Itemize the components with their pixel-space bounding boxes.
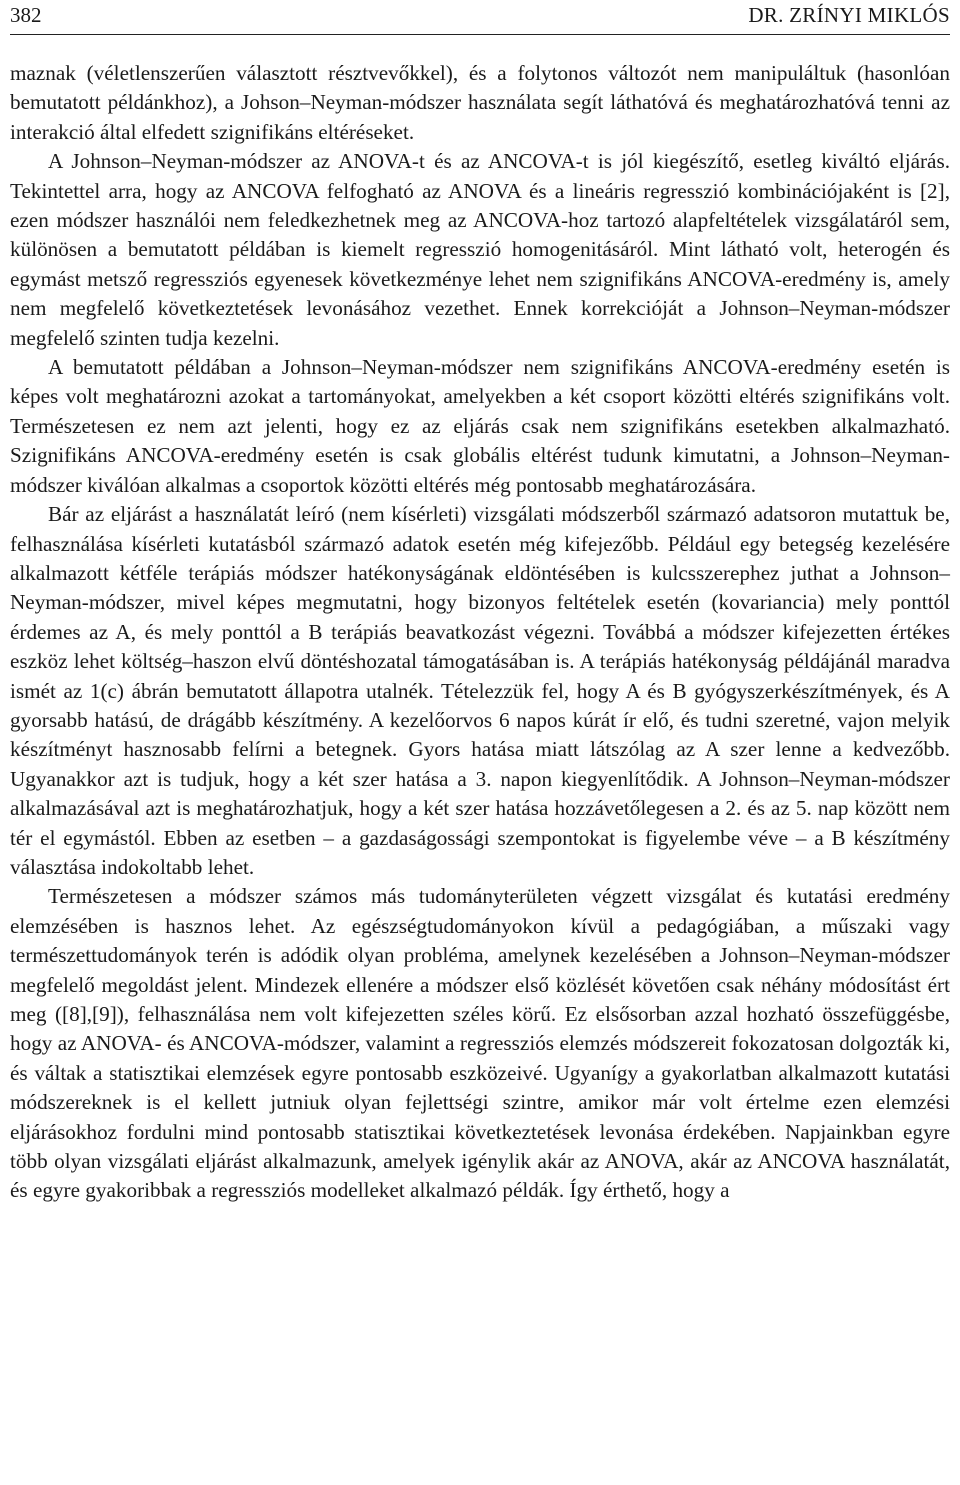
page-number: 382 <box>10 3 42 27</box>
paragraph: Bár az eljárást a használatát leíró (nem kísérleti) vizsgálati módszerből származó adatsoron mutattuk be, felhasználása kísérleti kutatásból származó adatok esetén még kifejezőbb. Például egy betegség kezelésére alkalmazott kétféle terápiás módszer hatékonyságának eldöntésében is kulcsszerephez juthat a Johnson–Neyman-módszer, mivel képes megmutatni, hogy bizonyos feltételek esetén (kovariancia) mely ponttól érdemes az A, és mely ponttól a B terápiás beavatkozást végezni. Továbbá a módszer kifejezetten értékes eszköz lehet költség–haszon elvű döntéshozatal támogatásában is. A terápiás hatékonyság példájánál maradva ismét az 1(c) ábrán bemutatott állapotra utalnék. Tételezzük fel, hogy A és B gyógyszerkészítmények, és A gyorsabb hatású, de drágább készítmény. A kezelőorvos 6 napos kúrát ír elő, és tudni szeretné, vajon melyik készítményt hasznosabb felírni a betegnek. Gyors hatása miatt látszólag az A szer lenne a kedvezőbb. Ugyanakkor azt is tudjuk, hogy a két szer hatása a 3. napon kiegyenlítődik. A Johnson–Neyman-módszer alkalmazásával azt is meghatározhatjuk, hogy a két szer hatása hozzávetőlegesen a 2. és az 5. nap között nem tér el egymástól. Ebben az esetben – a gazdaságossági szempontokat is figyelembe véve – a B készítmény választása indokoltabb lehet. <box>10 502 950 879</box>
paragraph: A bemutatott példában a Johnson–Neyman-módszer nem szignifikáns ANCOVA-eredmény esetén is képes volt meghatározni azokat a tartományokat, amelyekben a két csoport közötti eltérés szignifikáns volt. Természetesen ez nem azt jelenti, hogy ez az eljárás csak nem szignifikáns esetekben alkalmazható. Szignifikáns ANCOVA-eredmény esetén is csak globális eltérést tudunk kimutatni, a Johnson–Neyman-módszer kiválóan alkalmas a csoportok közötti eltérés még pontosabb meghatározására. <box>10 355 950 497</box>
paragraph-continuation: maznak (véletlenszerűen választott résztvevőkkel), és a folytonos változót nem manipuláltuk (hasonlóan bemutatott példánkhoz), a Johson–Neyman-módszer használata segít láthatóvá és meghatározhatóvá tenni az interakció által elfedett szignifikáns eltéréseket. <box>10 61 950 144</box>
paragraph: A Johnson–Neyman-módszer az ANOVA-t és az ANCOVA-t is jól kiegészítő, esetleg kiváltó eljárás. Tekintettel arra, hogy az ANCOVA felfogható az ANOVA és a lineáris regresszió kombinációjaként is [2], ezen módszer használói nem feledkezhetnek meg az ANCOVA-hoz tartozó alapfeltételek vizsgálatáról sem, különösen a bemutatott példában is kiemelt regresszió homogenitásáról. Mint látható volt, heterogén és egymást metsző regressziós egyenesek következménye lehet nem szignifikáns ANCOVA-eredmény is, amely nem megfelelő következtetések levonásához vezethet. Ennek korrekcióját a Johnson–Neyman-módszer megfelelő szinten tudja kezelni. <box>10 149 950 350</box>
page-header <box>10 0 950 35</box>
paragraph: Természetesen a módszer számos más tudományterületen végzett vizsgálat és kutatási eredmény elemzésében is hasznos lehet. Az egészségtudományokon kívül a pedagógiában, a műszaki vagy természettudományok terén is adódik olyan probléma, amelynek kezelésében a Johnson–Neyman-módszer megfelelő megoldást jelent. Mindezek ellenére a módszer első közlését követően csak néhány módosítást ért meg ([8],[9]), felhasználása nem volt kifejezetten széles körű. Ez elsősorban azzal hozható összefüggésbe, hogy az ANOVA- és ANCOVA-módszer, valamint a regressziós elemzés módszereit fokozatosan dolgozták ki, és váltak a statisztikai elemzések egyre pontosabb eszközeivé. Ugyanígy a gyakorlatban alkalmazott kutatási módszereknek is el kellett jutniuk olyan fejlettségi szintre, amikor már volt értelme ezen elemzési eljárásokhoz fordulni mind pontosabb statisztikai következtetések levonása érdekében. Napjainkban egyre több olyan vizsgálati eljárást alkalmazunk, amelyek igénylik akár az ANOVA, akár az ANCOVA használatát, és egyre gyakoribbak a regressziós modelleket alkalmazó példák. Így érthető, hogy a <box>10 884 950 1203</box>
running-head: DR. ZRÍNYI MIKLÓS <box>748 3 950 27</box>
body-text <box>10 59 950 1206</box>
